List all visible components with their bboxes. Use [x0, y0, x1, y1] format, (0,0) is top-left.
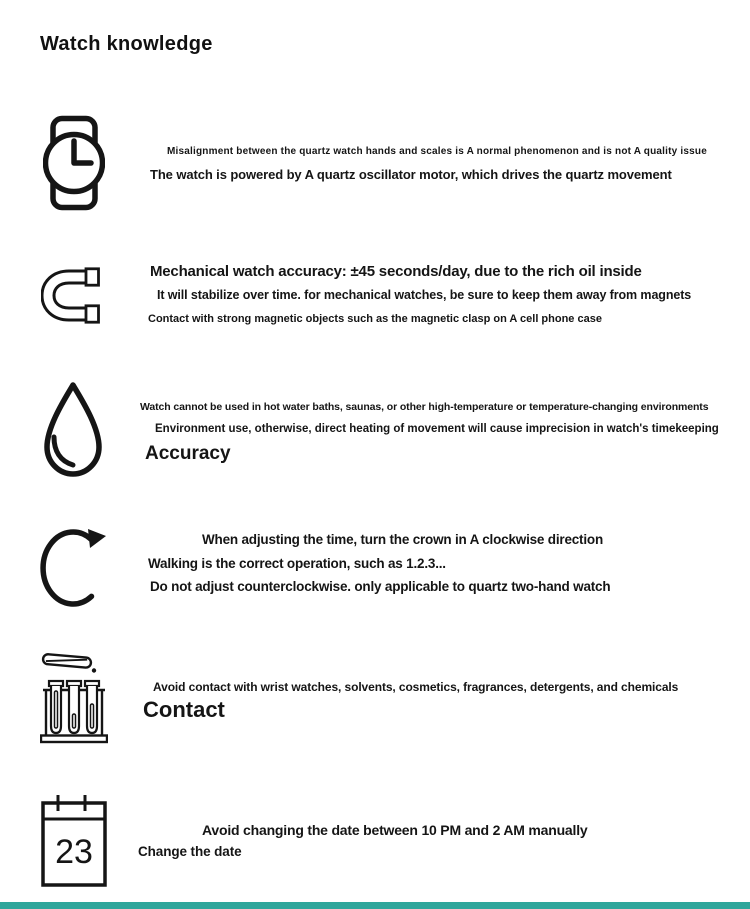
section-note: Misalignment between the quartz watch hands and scales is A normal phenomenon and is not A quality issue	[167, 146, 707, 157]
section-note: Avoid contact with wrist watches, solvents, cosmetics, fragrances, detergents, and chemicals	[153, 680, 679, 694]
section-note: Avoid changing the date between 10 PM and 2 AM manually	[202, 822, 588, 838]
magnet-icon	[41, 267, 105, 325]
bottom-accent-bar	[0, 902, 750, 909]
test-tubes-icon	[40, 650, 108, 744]
clockwise-arrow-icon	[38, 527, 108, 609]
section-note: When adjusting the time, turn the crown in A clockwise direction	[202, 532, 603, 547]
section-note: Do not adjust counterclockwise. only applicable to quartz two-hand watch	[150, 579, 611, 594]
section-note: Change the date	[138, 844, 242, 859]
watch-icon	[43, 115, 105, 211]
calendar-icon	[40, 793, 108, 887]
section-note: Environment use, otherwise, direct heating of movement will cause imprecision in watch's timekeeping	[155, 423, 719, 435]
section-note: It will stabilize over time. for mechanical watches, be sure to keep them away from magnets	[157, 288, 692, 302]
section-heading: Contact	[143, 697, 225, 722]
section-heading: Mechanical watch accuracy: ±45 seconds/day, due to the rich oil inside	[150, 263, 642, 280]
section-note: Walking is the correct operation, such as 1.2.3...	[148, 556, 446, 571]
water-drop-icon	[40, 381, 106, 481]
page-title: Watch knowledge	[40, 33, 213, 55]
section-note: The watch is powered by A quartz oscillator motor, which drives the quartz movement	[150, 167, 672, 182]
section-heading: Accuracy	[145, 443, 231, 464]
calendar-day-number: 23	[55, 833, 93, 871]
section-note: Watch cannot be used in hot water baths, saunas, or other high-temperature or temperature-changing environments	[140, 401, 709, 413]
section-note: Contact with strong magnetic objects such as the magnetic clasp on A cell phone case	[148, 313, 602, 325]
